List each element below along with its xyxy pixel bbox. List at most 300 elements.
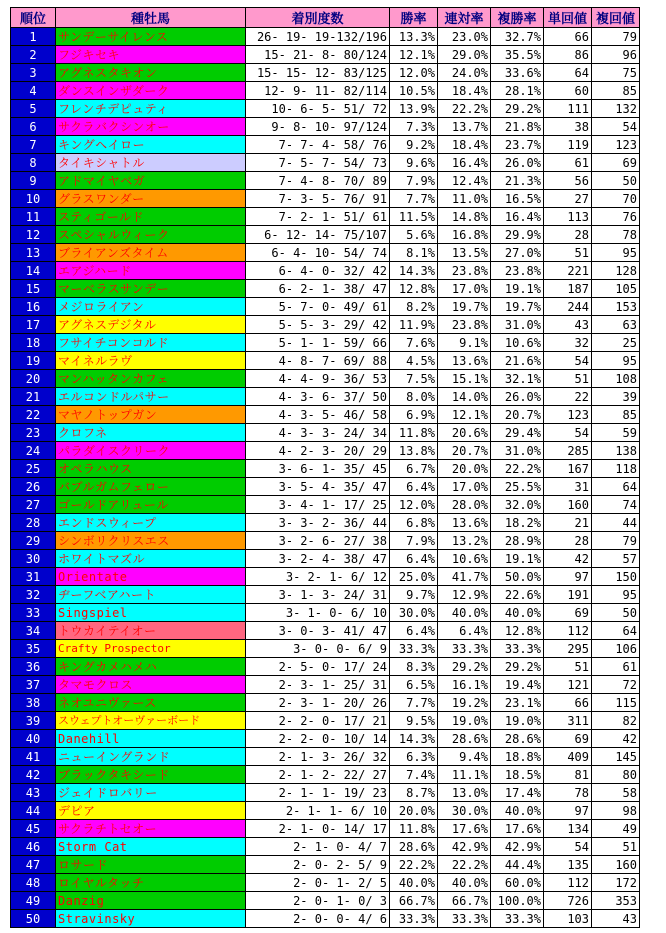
place-rate-cell: 27.0% [491, 244, 544, 262]
win-rate-cell: 33.3% [390, 910, 438, 928]
record-cell: 2- 2- 0- 10/ 14 [246, 730, 390, 748]
place-return-cell: 61 [592, 658, 640, 676]
place-rate-cell: 19.0% [491, 712, 544, 730]
win-return-cell: 56 [544, 172, 592, 190]
place-rate-cell: 22.2% [491, 460, 544, 478]
place-return-cell: 85 [592, 82, 640, 100]
rank-cell: 21 [11, 388, 56, 406]
win-rate-cell: 8.3% [390, 658, 438, 676]
place-rate-cell: 29.4% [491, 424, 544, 442]
rank-cell: 8 [11, 154, 56, 172]
place-return-cell: 138 [592, 442, 640, 460]
table-row [11, 406, 640, 424]
place-return-cell: 39 [592, 388, 640, 406]
rank-cell: 50 [11, 910, 56, 928]
place-return-cell: 123 [592, 136, 640, 154]
place-return-cell: 59 [592, 424, 640, 442]
header-sire: 種牡馬 [56, 8, 246, 28]
sire-name-cell: マイネルラヴ [56, 352, 246, 370]
win-rate-cell: 14.3% [390, 262, 438, 280]
sire-name-cell: Crafty Prospector [56, 640, 246, 658]
place-rate-cell: 17.4% [491, 784, 544, 802]
quinella-rate-cell: 20.6% [438, 424, 491, 442]
win-rate-cell: 6.3% [390, 748, 438, 766]
place-rate-cell: 42.9% [491, 838, 544, 856]
record-cell: 6- 2- 1- 38/ 47 [246, 280, 390, 298]
sire-name-cell: サクラチトセオー [56, 820, 246, 838]
quinella-rate-cell: 17.6% [438, 820, 491, 838]
sire-name-cell: ロイヤルタッチ [56, 874, 246, 892]
record-cell: 2- 0- 1- 2/ 5 [246, 874, 390, 892]
rank-cell: 38 [11, 694, 56, 712]
quinella-rate-cell: 22.2% [438, 100, 491, 118]
win-return-cell: 187 [544, 280, 592, 298]
quinella-rate-cell: 13.2% [438, 532, 491, 550]
quinella-rate-cell: 30.0% [438, 802, 491, 820]
place-rate-cell: 40.0% [491, 604, 544, 622]
place-rate-cell: 50.0% [491, 568, 544, 586]
quinella-rate-cell: 13.0% [438, 784, 491, 802]
rank-cell: 10 [11, 190, 56, 208]
win-rate-cell: 8.2% [390, 298, 438, 316]
place-rate-cell: 40.0% [491, 802, 544, 820]
rank-cell: 26 [11, 478, 56, 496]
record-cell: 4- 4- 9- 36/ 53 [246, 370, 390, 388]
rank-cell: 9 [11, 172, 56, 190]
win-rate-cell: 11.8% [390, 820, 438, 838]
quinella-rate-cell: 23.0% [438, 28, 491, 46]
rank-cell: 40 [11, 730, 56, 748]
record-cell: 2- 3- 1- 20/ 26 [246, 694, 390, 712]
place-rate-cell: 25.5% [491, 478, 544, 496]
table-row [11, 28, 640, 46]
win-return-cell: 285 [544, 442, 592, 460]
place-rate-cell: 19.4% [491, 676, 544, 694]
rank-cell: 32 [11, 586, 56, 604]
win-return-cell: 60 [544, 82, 592, 100]
place-rate-cell: 26.0% [491, 388, 544, 406]
place-return-cell: 85 [592, 406, 640, 424]
win-return-cell: 135 [544, 856, 592, 874]
rank-cell: 13 [11, 244, 56, 262]
place-return-cell: 57 [592, 550, 640, 568]
table-row [11, 748, 640, 766]
place-return-cell: 79 [592, 532, 640, 550]
place-rate-cell: 60.0% [491, 874, 544, 892]
record-cell: 2- 5- 0- 17/ 24 [246, 658, 390, 676]
rank-cell: 17 [11, 316, 56, 334]
win-return-cell: 191 [544, 586, 592, 604]
rank-cell: 27 [11, 496, 56, 514]
win-rate-cell: 7.4% [390, 766, 438, 784]
table-row [11, 730, 640, 748]
header-win-rate: 勝率 [390, 8, 438, 28]
quinella-rate-cell: 41.7% [438, 568, 491, 586]
quinella-rate-cell: 29.0% [438, 46, 491, 64]
win-return-cell: 43 [544, 316, 592, 334]
rank-cell: 47 [11, 856, 56, 874]
place-rate-cell: 18.8% [491, 748, 544, 766]
win-rate-cell: 4.5% [390, 352, 438, 370]
rank-cell: 23 [11, 424, 56, 442]
quinella-rate-cell: 18.4% [438, 136, 491, 154]
place-return-cell: 42 [592, 730, 640, 748]
win-rate-cell: 8.7% [390, 784, 438, 802]
place-return-cell: 25 [592, 334, 640, 352]
place-rate-cell: 35.5% [491, 46, 544, 64]
table-row [11, 586, 640, 604]
sire-name-cell: フジキセキ [56, 46, 246, 64]
win-return-cell: 97 [544, 568, 592, 586]
quinella-rate-cell: 28.0% [438, 496, 491, 514]
sire-name-cell: トウカイテイオー [56, 622, 246, 640]
table-row [11, 532, 640, 550]
table-row [11, 766, 640, 784]
win-return-cell: 38 [544, 118, 592, 136]
win-return-cell: 134 [544, 820, 592, 838]
win-rate-cell: 6.4% [390, 478, 438, 496]
place-rate-cell: 33.3% [491, 910, 544, 928]
header-rank: 順位 [11, 8, 56, 28]
place-rate-cell: 23.8% [491, 262, 544, 280]
win-rate-cell: 40.0% [390, 874, 438, 892]
sire-name-cell: アグネスデジタル [56, 316, 246, 334]
quinella-rate-cell: 33.3% [438, 910, 491, 928]
sire-name-cell: キングヘイロー [56, 136, 246, 154]
win-return-cell: 51 [544, 370, 592, 388]
win-rate-cell: 10.5% [390, 82, 438, 100]
sire-name-cell: グラスワンダー [56, 190, 246, 208]
win-rate-cell: 12.0% [390, 64, 438, 82]
place-return-cell: 128 [592, 262, 640, 280]
win-return-cell: 28 [544, 532, 592, 550]
rank-cell: 2 [11, 46, 56, 64]
win-rate-cell: 9.6% [390, 154, 438, 172]
sire-stats-table [10, 7, 640, 928]
win-rate-cell: 11.5% [390, 208, 438, 226]
place-rate-cell: 21.3% [491, 172, 544, 190]
win-rate-cell: 8.0% [390, 388, 438, 406]
win-rate-cell: 20.0% [390, 802, 438, 820]
table-row [11, 568, 640, 586]
record-cell: 10- 6- 5- 51/ 72 [246, 100, 390, 118]
rank-cell: 19 [11, 352, 56, 370]
sire-name-cell: フレンチデピュティ [56, 100, 246, 118]
record-cell: 26- 19- 19-132/196 [246, 28, 390, 46]
quinella-rate-cell: 12.1% [438, 406, 491, 424]
rank-cell: 20 [11, 370, 56, 388]
rank-cell: 48 [11, 874, 56, 892]
record-cell: 2- 1- 1- 6/ 10 [246, 802, 390, 820]
sire-name-cell: Singspiel [56, 604, 246, 622]
win-return-cell: 103 [544, 910, 592, 928]
place-rate-cell: 28.9% [491, 532, 544, 550]
sire-name-cell: キングカメハメハ [56, 658, 246, 676]
quinella-rate-cell: 16.8% [438, 226, 491, 244]
table-row [11, 640, 640, 658]
place-return-cell: 80 [592, 766, 640, 784]
win-return-cell: 97 [544, 802, 592, 820]
sire-name-cell: クロフネ [56, 424, 246, 442]
place-rate-cell: 21.8% [491, 118, 544, 136]
record-cell: 3- 0- 3- 41/ 47 [246, 622, 390, 640]
record-cell: 3- 2- 4- 38/ 47 [246, 550, 390, 568]
sire-name-cell: ネオユニヴァース [56, 694, 246, 712]
sire-name-cell: マヤノトップガン [56, 406, 246, 424]
table-row [11, 208, 640, 226]
win-return-cell: 28 [544, 226, 592, 244]
quinella-rate-cell: 13.5% [438, 244, 491, 262]
record-cell: 6- 4- 10- 54/ 74 [246, 244, 390, 262]
win-rate-cell: 11.9% [390, 316, 438, 334]
sire-name-cell: サンデーサイレンス [56, 28, 246, 46]
place-return-cell: 153 [592, 298, 640, 316]
sire-name-cell: アドマイヤベガ [56, 172, 246, 190]
place-rate-cell: 31.0% [491, 442, 544, 460]
place-return-cell: 72 [592, 676, 640, 694]
table-row [11, 154, 640, 172]
quinella-rate-cell: 16.1% [438, 676, 491, 694]
win-return-cell: 66 [544, 28, 592, 46]
place-rate-cell: 29.2% [491, 658, 544, 676]
table-row [11, 478, 640, 496]
win-return-cell: 69 [544, 604, 592, 622]
record-cell: 6- 12- 14- 75/107 [246, 226, 390, 244]
sire-name-cell: アグネスタキオン [56, 64, 246, 82]
place-return-cell: 95 [592, 586, 640, 604]
table-row [11, 838, 640, 856]
place-rate-cell: 33.3% [491, 640, 544, 658]
place-return-cell: 70 [592, 190, 640, 208]
place-return-cell: 95 [592, 244, 640, 262]
rank-cell: 7 [11, 136, 56, 154]
table-row [11, 676, 640, 694]
win-return-cell: 69 [544, 730, 592, 748]
record-cell: 7- 7- 4- 58/ 76 [246, 136, 390, 154]
place-return-cell: 150 [592, 568, 640, 586]
win-return-cell: 51 [544, 244, 592, 262]
table-row [11, 784, 640, 802]
rank-cell: 34 [11, 622, 56, 640]
quinella-rate-cell: 20.0% [438, 460, 491, 478]
place-return-cell: 353 [592, 892, 640, 910]
win-return-cell: 244 [544, 298, 592, 316]
win-return-cell: 112 [544, 874, 592, 892]
table-row [11, 190, 640, 208]
record-cell: 3- 1- 0- 6/ 10 [246, 604, 390, 622]
sire-name-cell: メジロライアン [56, 298, 246, 316]
place-rate-cell: 32.7% [491, 28, 544, 46]
sire-name-cell: Stravinsky [56, 910, 246, 928]
sire-name-cell: Danehill [56, 730, 246, 748]
sire-name-cell: パラダイスクリーク [56, 442, 246, 460]
sire-name-cell: タイキシャトル [56, 154, 246, 172]
record-cell: 7- 5- 7- 54/ 73 [246, 154, 390, 172]
quinella-rate-cell: 24.0% [438, 64, 491, 82]
quinella-rate-cell: 42.9% [438, 838, 491, 856]
win-return-cell: 78 [544, 784, 592, 802]
table-row [11, 226, 640, 244]
win-rate-cell: 9.7% [390, 586, 438, 604]
sire-name-cell: ジェイドロバリー [56, 784, 246, 802]
table-row [11, 352, 640, 370]
place-rate-cell: 28.1% [491, 82, 544, 100]
place-return-cell: 51 [592, 838, 640, 856]
table-row [11, 460, 640, 478]
table-row [11, 892, 640, 910]
win-rate-cell: 9.2% [390, 136, 438, 154]
place-rate-cell: 19.1% [491, 280, 544, 298]
quinella-rate-cell: 13.6% [438, 514, 491, 532]
table-row [11, 334, 640, 352]
win-rate-cell: 13.9% [390, 100, 438, 118]
table-row [11, 298, 640, 316]
table-row [11, 550, 640, 568]
place-return-cell: 74 [592, 496, 640, 514]
win-rate-cell: 6.4% [390, 622, 438, 640]
table-row [11, 514, 640, 532]
win-return-cell: 54 [544, 352, 592, 370]
place-rate-cell: 23.1% [491, 694, 544, 712]
quinella-rate-cell: 13.6% [438, 352, 491, 370]
place-rate-cell: 12.8% [491, 622, 544, 640]
record-cell: 4- 3- 5- 46/ 58 [246, 406, 390, 424]
win-rate-cell: 12.8% [390, 280, 438, 298]
record-cell: 3- 3- 2- 36/ 44 [246, 514, 390, 532]
quinella-rate-cell: 33.3% [438, 640, 491, 658]
rank-cell: 36 [11, 658, 56, 676]
table-row [11, 136, 640, 154]
rank-cell: 5 [11, 100, 56, 118]
place-rate-cell: 23.7% [491, 136, 544, 154]
win-rate-cell: 12.1% [390, 46, 438, 64]
place-return-cell: 49 [592, 820, 640, 838]
win-return-cell: 66 [544, 694, 592, 712]
place-rate-cell: 22.6% [491, 586, 544, 604]
record-cell: 6- 4- 0- 32/ 42 [246, 262, 390, 280]
place-return-cell: 76 [592, 208, 640, 226]
win-rate-cell: 9.5% [390, 712, 438, 730]
quinella-rate-cell: 9.1% [438, 334, 491, 352]
win-return-cell: 86 [544, 46, 592, 64]
win-rate-cell: 22.2% [390, 856, 438, 874]
sire-name-cell: ブライアンズタイム [56, 244, 246, 262]
record-cell: 3- 4- 1- 17/ 25 [246, 496, 390, 514]
quinella-rate-cell: 19.0% [438, 712, 491, 730]
sire-name-cell: エルコンドルパサー [56, 388, 246, 406]
quinella-rate-cell: 40.0% [438, 874, 491, 892]
record-cell: 4- 3- 6- 37/ 50 [246, 388, 390, 406]
place-rate-cell: 18.2% [491, 514, 544, 532]
rank-cell: 45 [11, 820, 56, 838]
quinella-rate-cell: 14.0% [438, 388, 491, 406]
place-rate-cell: 19.7% [491, 298, 544, 316]
place-rate-cell: 17.6% [491, 820, 544, 838]
place-return-cell: 132 [592, 100, 640, 118]
place-return-cell: 108 [592, 370, 640, 388]
place-return-cell: 96 [592, 46, 640, 64]
table-row [11, 46, 640, 64]
win-return-cell: 119 [544, 136, 592, 154]
win-rate-cell: 6.9% [390, 406, 438, 424]
sire-name-cell: ホワイトマズル [56, 550, 246, 568]
quinella-rate-cell: 29.2% [438, 658, 491, 676]
quinella-rate-cell: 23.8% [438, 316, 491, 334]
table-row [11, 712, 640, 730]
place-return-cell: 50 [592, 172, 640, 190]
table-row [11, 820, 640, 838]
rank-cell: 22 [11, 406, 56, 424]
table-row [11, 604, 640, 622]
win-return-cell: 111 [544, 100, 592, 118]
rank-cell: 25 [11, 460, 56, 478]
place-return-cell: 43 [592, 910, 640, 928]
place-return-cell: 79 [592, 28, 640, 46]
rank-cell: 39 [11, 712, 56, 730]
sire-name-cell: Orientate [56, 568, 246, 586]
win-return-cell: 160 [544, 496, 592, 514]
quinella-rate-cell: 10.6% [438, 550, 491, 568]
place-rate-cell: 29.9% [491, 226, 544, 244]
record-cell: 4- 3- 3- 24/ 34 [246, 424, 390, 442]
place-return-cell: 64 [592, 478, 640, 496]
rank-cell: 3 [11, 64, 56, 82]
rank-cell: 35 [11, 640, 56, 658]
record-cell: 2- 0- 1- 0/ 3 [246, 892, 390, 910]
table-row [11, 388, 640, 406]
quinella-rate-cell: 17.0% [438, 478, 491, 496]
table-row [11, 262, 640, 280]
place-rate-cell: 16.5% [491, 190, 544, 208]
sire-name-cell: ダンスインザダーク [56, 82, 246, 100]
win-return-cell: 113 [544, 208, 592, 226]
rank-cell: 14 [11, 262, 56, 280]
rank-cell: 49 [11, 892, 56, 910]
rank-cell: 37 [11, 676, 56, 694]
record-cell: 3- 6- 1- 35/ 45 [246, 460, 390, 478]
record-cell: 15- 15- 12- 83/125 [246, 64, 390, 82]
header-win-return: 単回値 [544, 8, 592, 28]
win-return-cell: 22 [544, 388, 592, 406]
quinella-rate-cell: 14.8% [438, 208, 491, 226]
quinella-rate-cell: 19.2% [438, 694, 491, 712]
win-rate-cell: 7.7% [390, 694, 438, 712]
rank-cell: 18 [11, 334, 56, 352]
win-rate-cell: 5.6% [390, 226, 438, 244]
win-rate-cell: 7.6% [390, 334, 438, 352]
header-quinella-rate: 連対率 [438, 8, 491, 28]
win-rate-cell: 14.3% [390, 730, 438, 748]
rank-cell: 42 [11, 766, 56, 784]
table-row [11, 280, 640, 298]
record-cell: 2- 2- 0- 17/ 21 [246, 712, 390, 730]
table-row [11, 172, 640, 190]
win-rate-cell: 7.7% [390, 190, 438, 208]
place-rate-cell: 33.6% [491, 64, 544, 82]
record-cell: 15- 21- 8- 80/124 [246, 46, 390, 64]
win-return-cell: 51 [544, 658, 592, 676]
sire-name-cell: オペラハウス [56, 460, 246, 478]
table-row [11, 658, 640, 676]
win-return-cell: 21 [544, 514, 592, 532]
record-cell: 3- 1- 3- 24/ 31 [246, 586, 390, 604]
sire-name-cell: エンドスウィープ [56, 514, 246, 532]
table-row [11, 622, 640, 640]
place-return-cell: 95 [592, 352, 640, 370]
table-row [11, 82, 640, 100]
place-return-cell: 78 [592, 226, 640, 244]
place-return-cell: 58 [592, 784, 640, 802]
